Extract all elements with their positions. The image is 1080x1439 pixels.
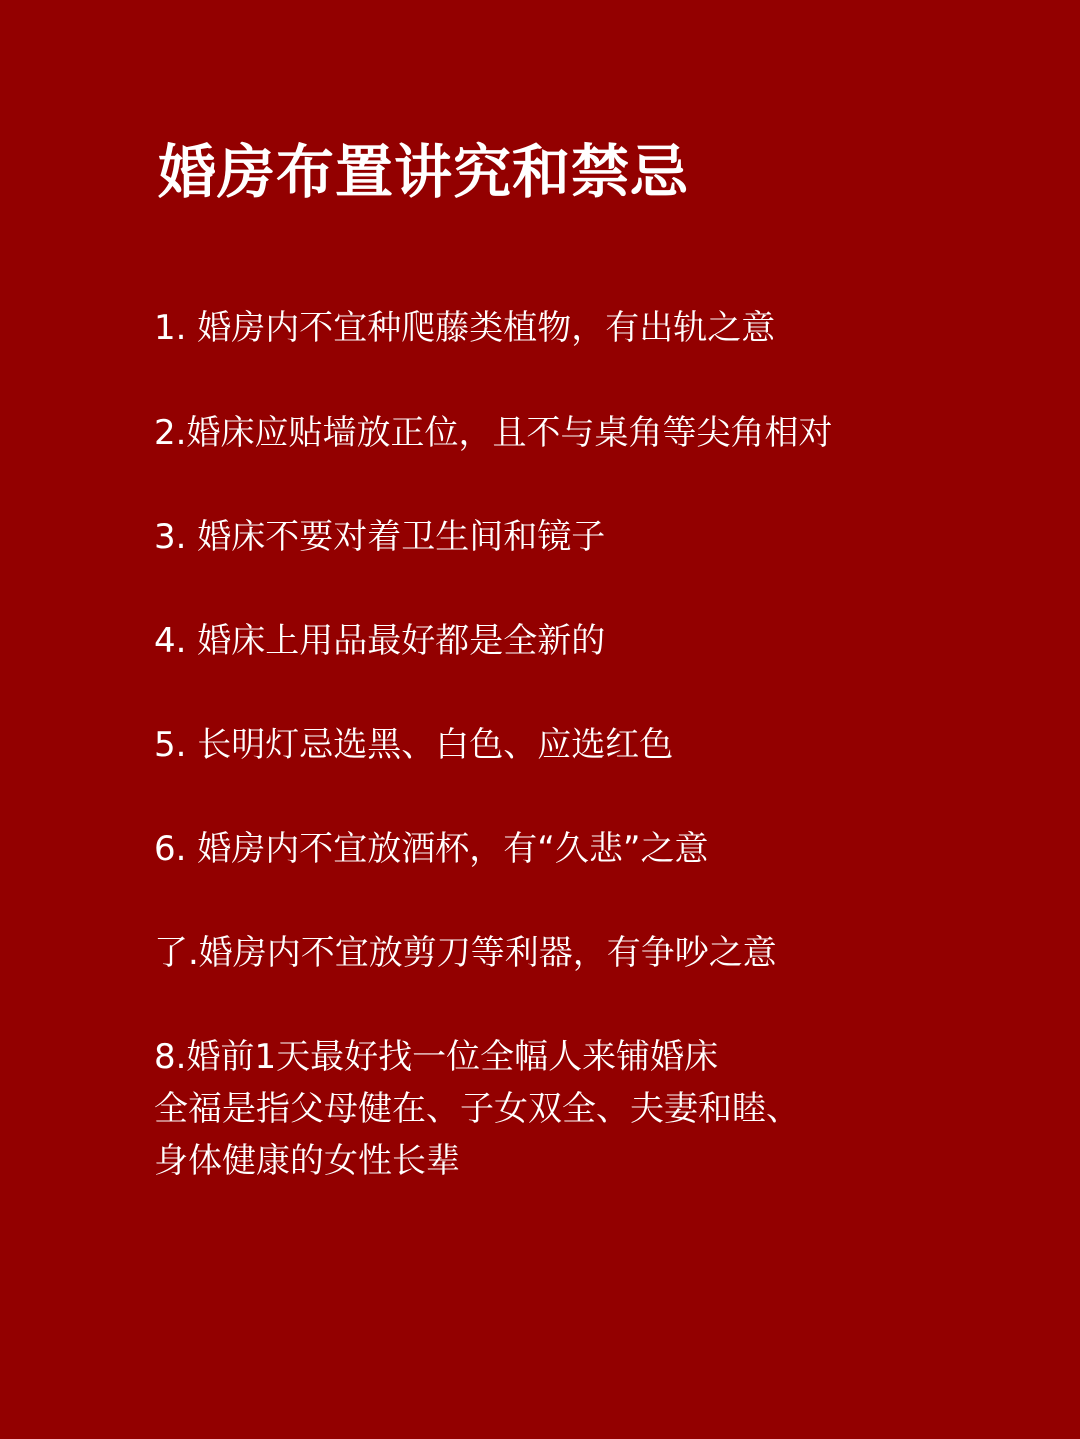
page-title: 婚房布置讲究和禁忌: [158, 138, 690, 206]
list-item-1: [154, 302, 775, 354]
list-item-text: 4. 婚床上用品最好都是全新的: [154, 621, 606, 661]
list-item-text-line-3: 身体健康的女性长辈: [154, 1141, 460, 1181]
list-item-text: 3. 婚床不要对着卫生间和镜子: [154, 517, 606, 557]
list-item-7: [154, 927, 777, 979]
list-item-5: [154, 719, 673, 771]
list-item-text: 2.婚床应贴墙放正位，且不与桌角等尖角相对: [154, 413, 833, 453]
list-item-text: 6. 婚房内不宜放酒杯，有“久悲”之意: [154, 829, 709, 869]
list-item-text-line-2: 全福是指父母健在、子女双全、夫妻和睦、: [154, 1089, 800, 1129]
list-item-2: [154, 407, 832, 459]
list-item-text: 了.婚房内不宜放剪刀等利器，有争吵之意: [154, 933, 777, 973]
list-item-4: [154, 615, 605, 667]
list-item-text: 5. 长明灯忌选黑、白色、应选红色: [154, 725, 674, 765]
list-item-text-line-1: 8.婚前1天最好找一位全幅人来铺婚床: [154, 1037, 719, 1077]
list-item-8: [154, 1031, 800, 1187]
list-item-6: [154, 823, 708, 875]
list-item-3: [154, 511, 605, 563]
list-item-text: 1. 婚房内不宜种爬藤类植物，有出轨之意: [154, 308, 776, 348]
